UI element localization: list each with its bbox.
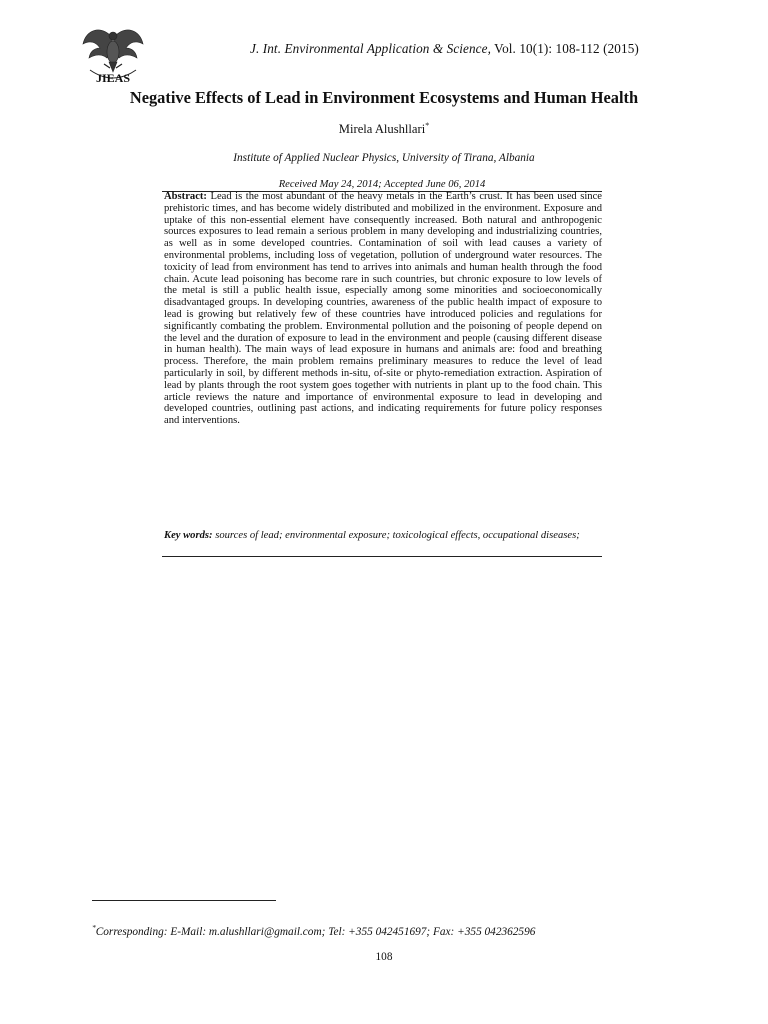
keywords-text: sources of lead; environmental exposure; toxicological effects, occupational diseases; [215,530,580,541]
footnote-rule [92,900,276,901]
received-accepted-dates: Received May 24, 2014; Accepted June 06, 2014 [278,179,486,190]
journal-name: J. Int. Environmental Application & Science, [250,41,491,56]
abstract-label: Abstract: [164,191,207,202]
author-name: Mirela Alushllari [338,122,426,137]
footnote-text: Corresponding: E-Mail: m.alushllari@gmail.com; Tel: +355 042451697; Fax: +355 042362596 [95,925,536,938]
volume-pages: Vol. 10(1): 108-112 (2015) [494,41,639,56]
journal-citation-header [250,41,680,57]
keywords-label: Key words: [164,530,213,541]
abstract-bottom-rule [162,556,602,557]
footnote-mark: * [92,923,96,932]
corresponding-author-footnote [92,923,652,938]
abstract [164,191,602,427]
keywords [164,529,602,542]
journal-logo [80,20,146,86]
author-footnote-mark: * [425,121,430,130]
author-line [0,121,768,137]
affiliation: Institute of Applied Nuclear Physics, University of Tirana, Albania [233,152,535,164]
page-number: 108 [375,951,393,963]
abstract-text: Lead is the most abundant of the heavy metals in the Earth’s crust. It has been used since prehistoric times, and has become widely distributed and mobilized in the environment. Exposure and uptake of this non-essential element have consequently increased. Both natural and anthropogenic sources exposures to lead remain a serious problem in many developing and industrializing countries, as well as in some developed countries. Contamination of soil with lead causes a variety of environmental problems, including loss of vegetation, pollution of underground water resources. The toxicity of lead from environment has tend to arrives into animals and human health through the food chain. Acute lead poisoning has become rare in such countries, but chronic exposure to low levels of the metal is still a public health issue, especially among some minorities and socioeconomically disadvantaged groups. In developing countries, awareness of the public health impact of exposure to lead is growing but relatively few of these countries have introduced policies and regulations for significantly combating the problem. Environmental pollution and the poisoning of people depend on the level and the duration of exposure to lead in the environment and people (causing different disease in human health). The main ways of lead exposure in humans and animals are: food and breathing process. Therefore, the main problem remains preliminary measures to reduce the level of lead particularly in soil, by different methods in-situ, of-site or phyto-remediation extraction. Aspiration of lead by plants through the root system goes together with nutrients in plant up to the food chain. This article reviews the nature and importance of environmental exposure to lead in developing and developed countries, outlining past actions, and indicating requirements for future policy responses and interventions. [164,191,602,427]
logo-lettering: JIEAS [95,71,131,85]
article-title: Negative Effects of Lead in Environment Ecosystems and Human Health [129,88,639,107]
